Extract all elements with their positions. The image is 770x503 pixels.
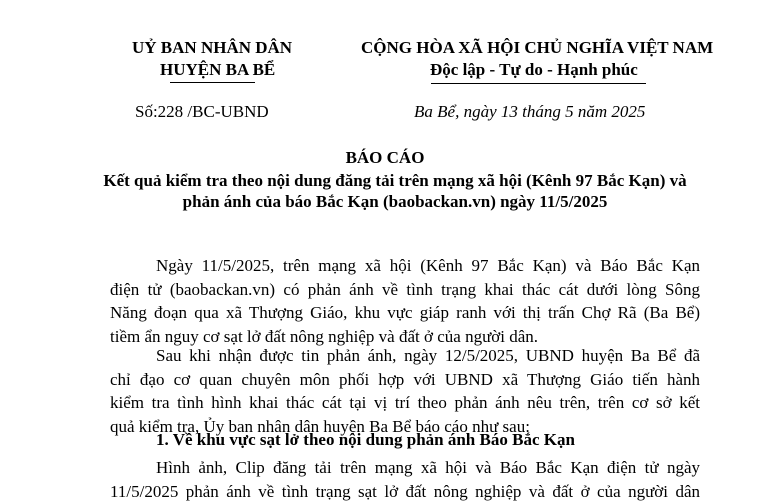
place-date: Ba Bể, ngày 13 tháng 5 năm 2025 bbox=[414, 102, 645, 122]
report-title: BÁO CÁO bbox=[0, 148, 770, 168]
section-heading-1: 1. Về khu vực sạt lở theo nội dung phản ánh Báo Bắc Kạn bbox=[156, 430, 575, 450]
agency-district: HUYỆN BA BỂ bbox=[160, 60, 275, 80]
paragraph-line: Hình ảnh, Clip đăng tải trên mạng xã hội và Báo Bắc Kạn điện tử ngày bbox=[110, 456, 700, 480]
paragraph-line: chỉ đạo cơ quan chuyên môn phối hợp với UBND xã Thượng Giáo tiến hành bbox=[110, 368, 700, 392]
paragraph-line: Sau khi nhận được tin phản ánh, ngày 12/5/2025, UBND huyện Ba Bể đã bbox=[110, 344, 700, 368]
paragraph-1 bbox=[110, 254, 700, 348]
report-subtitle: Kết quả kiểm tra theo nội dung đăng tải trên mạng xã hội (Kênh 97 Bắc Kạn) và phản ánh của báo Bắc Kạn (baobackan.vn) ngày 11/5/2025 bbox=[95, 170, 695, 212]
paragraph-2 bbox=[110, 344, 700, 438]
paragraph-line: kiểm tra tình hình khai thác cát tại vị trí theo phản ánh nêu trên, trên cơ sở kết bbox=[110, 391, 700, 415]
national-motto: Độc lập - Tự do - Hạnh phúc bbox=[430, 60, 638, 80]
paragraph-line: 11/5/2025 phản ánh về tình trạng sạt lở đất nông nghiệp và đất ở của người dân bbox=[110, 480, 700, 503]
agency-underline bbox=[170, 82, 255, 83]
agency-name: UỶ BAN NHÂN DÂN bbox=[132, 38, 292, 58]
paragraph-line: Ngày 11/5/2025, trên mạng xã hội (Kênh 97 Bắc Kạn) và Báo Bắc Kạn bbox=[110, 254, 700, 278]
national-title: CỘNG HÒA XÃ HỘI CHỦ NGHĨA VIỆT NAM bbox=[361, 38, 713, 58]
paragraph-line: quả kiểm tra, Ủy ban nhân dân huyện Ba Bể báo cáo như sau: bbox=[110, 415, 700, 439]
paragraph-line: điện tử (baobackan.vn) có phản ánh về tình trạng khai thác cát dưới lòng Sông bbox=[110, 278, 700, 302]
motto-underline bbox=[431, 83, 646, 84]
paragraph-line: Năng đoạn qua xã Thượng Giáo, khu vực giáp ranh với thị trấn Chợ Rã (Ba Bể) bbox=[110, 301, 700, 325]
document-number: Số:228 /BC-UBND bbox=[135, 102, 269, 122]
paragraph-line: tiềm ẩn nguy cơ sạt lở đất nông nghiệp và đất ở của người dân. bbox=[110, 325, 700, 349]
